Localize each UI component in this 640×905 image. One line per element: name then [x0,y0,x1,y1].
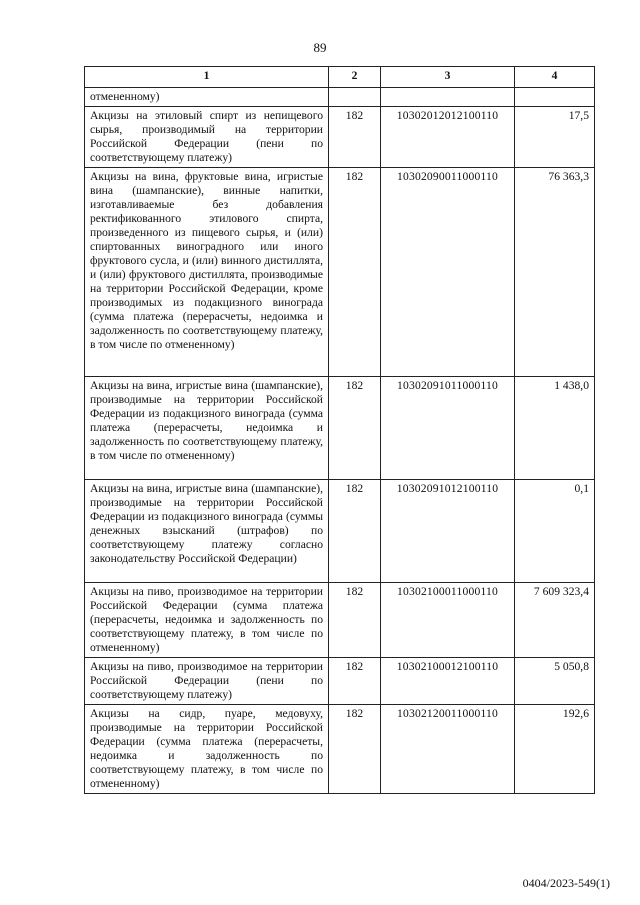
table-row [85,377,595,480]
column-header: 2 [329,67,381,88]
row-budget-code: 10302090011000110 [381,168,515,377]
row-description: Акцизы на вина, фруктовые вина, игристые вина (шампанские), винные напитки, изготавливаемые без добавления ректификованного этилового спирта, произведенного из пищевого сырья, и (или) спиртованных виноградного или иного фруктового сусла, и (или) винного дистиллята, и (или) фруктового дистиллята, производимые на территории Российской Федерации, кроме производимых из подакцизного винограда (сумма платежа (перерасчеты, недоимка и задолженность по соответствующему платежу, в том числе по отмененному) [85,168,329,377]
row-amount: 1 438,0 [515,377,595,480]
row-description: Акцизы на пиво, производимое на территории Российской Федерации (сумма платежа (перерасчеты, недоимка и задолженность по соответствующему платежу, в том числе по отмененному) [85,583,329,658]
row-description: Акцизы на сидр, пуаре, медовуху, производимые на территории Российской Федерации (сумма платежа (перерасчеты, недоимка и задолженность по соответствующему платежу, в том числе по отмененному) [85,705,329,794]
row-admin-code: 182 [329,705,381,794]
table-header-row [85,67,595,88]
column-header: 1 [85,67,329,88]
row-budget-code: 10302100012100110 [381,658,515,705]
row-admin-code [329,88,381,107]
table-row [85,583,595,658]
row-admin-code: 182 [329,107,381,168]
row-description: Акцизы на пиво, производимое на территории Российской Федерации (пени по соответствующему платежу) [85,658,329,705]
row-description: Акцизы на вина, игристые вина (шампанские), производимые на территории Российской Федерации из подакцизного винограда (суммы денежных взысканий (штрафов) по соответствующему платежу согласно законодательству Российской Федерации) [85,480,329,583]
table-row [85,480,595,583]
page-number: 89 [313,40,327,55]
row-amount: 0,1 [515,480,595,583]
table-row [85,705,595,794]
row-admin-code: 182 [329,480,381,583]
row-amount: 5 050,8 [515,658,595,705]
table-row [85,168,595,377]
row-admin-code: 182 [329,583,381,658]
table-row-continuation [85,88,595,107]
row-admin-code: 182 [329,377,381,480]
document-id: 0404/2023-549(1) [522,876,610,890]
table-row [85,107,595,168]
row-budget-code: 10302120011000110 [381,705,515,794]
column-header: 3 [381,67,515,88]
row-description: Акцизы на вина, игристые вина (шампанские), производимые на территории Российской Федерации из подакцизного винограда (сумма платежа (перерасчеты, недоимка и задолженность по соответствующему платежу, в том числе по отмененному) [85,377,329,480]
row-amount: 17,5 [515,107,595,168]
row-budget-code: 10302091012100110 [381,480,515,583]
row-budget-code [381,88,515,107]
row-admin-code: 182 [329,168,381,377]
row-admin-code: 182 [329,658,381,705]
row-description: отмененному) [85,88,329,107]
row-budget-code: 10302100011000110 [381,583,515,658]
row-budget-code: 10302012012100110 [381,107,515,168]
row-amount: 76 363,3 [515,168,595,377]
table-row [85,658,595,705]
row-amount: 192,6 [515,705,595,794]
budget-revenue-table [84,66,595,794]
row-amount: 7 609 323,4 [515,583,595,658]
row-amount [515,88,595,107]
row-budget-code: 10302091011000110 [381,377,515,480]
column-header: 4 [515,67,595,88]
row-description: Акцизы на этиловый спирт из непищевого сырья, производимый на территории Российской Федерации (пени по соответствующему платежу) [85,107,329,168]
